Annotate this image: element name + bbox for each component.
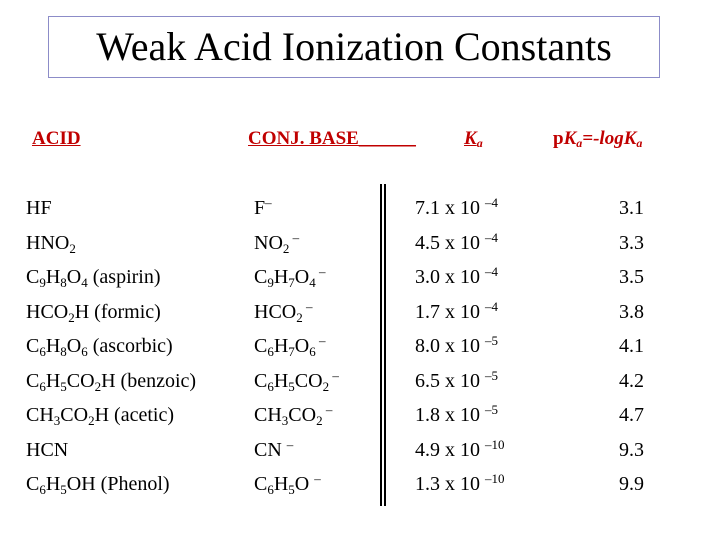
- conjugate-base-formula: $C_6H_5CO_2$ –: [254, 367, 339, 394]
- pka-value: 3.1: [619, 197, 644, 219]
- ka-value: 4.5 x 10 $^{-4}$: [415, 229, 498, 254]
- conjugate-base-formula: $C_9H_7O_4$ –: [254, 264, 326, 290]
- ka-value: 3.0 x 10 $^{-4}$: [415, 264, 498, 288]
- pka-value: 3.5: [619, 266, 644, 288]
- acid-formula: $CH_3CO_2H$ (acetic): [26, 404, 174, 428]
- acid-formula: $HNO_2$: [26, 231, 76, 256]
- conjugate-base-formula: $C_6H_5O$ –: [254, 471, 321, 497]
- table-row: [0, 333, 720, 367]
- pka-value: 4.2: [619, 369, 644, 392]
- header-pka: $pK_a=-\log K_a$: [553, 128, 643, 150]
- acid-formula: $HCO_2H$ (formic): [26, 300, 161, 325]
- conjugate-base-formula: $CH_3CO_2$ –: [254, 402, 333, 428]
- ka-value: 7.1 x 10 $^{-4}$: [415, 195, 498, 219]
- table-row: [0, 195, 720, 229]
- ka-value: 1.7 x 10 $^{-4}$: [415, 298, 498, 323]
- ka-value: 4.9 x 10 $^{-10}$: [415, 436, 505, 461]
- pka-value: 9.3: [619, 438, 644, 461]
- ka-value: 1.8 x 10 $^{-5}$: [415, 402, 498, 426]
- table-row: [0, 368, 720, 402]
- title-box: [48, 16, 660, 78]
- pka-value: 9.9: [619, 473, 644, 495]
- table-row: [0, 299, 720, 333]
- table-row: [0, 402, 720, 436]
- conjugate-base-formula: $C_6H_7O_6$ –: [254, 333, 326, 359]
- acid-formula: $C_9H_8O_4$ (aspirin): [26, 266, 161, 290]
- pka-value: 4.7: [619, 404, 644, 426]
- pka-value: 3.3: [619, 231, 644, 254]
- conjugate-base-formula: F–: [254, 195, 272, 219]
- acid-formula: $C_6H_8O_6$ (ascorbic): [26, 335, 173, 359]
- conjugate-base-formula: $HCO_2$ –: [254, 298, 313, 325]
- conjugate-base-formula: CN –: [254, 436, 294, 461]
- table-row: [0, 230, 720, 264]
- header-conj-base: CONJ. BASE______: [248, 128, 416, 149]
- ka-value: 6.5 x 10 $^{-5}$: [415, 367, 498, 392]
- page-title: Weak Acid Ionization Constants: [96, 24, 612, 69]
- pka-value: 4.1: [619, 335, 644, 357]
- acid-formula: HCN: [26, 438, 69, 461]
- acid-formula: HF: [26, 197, 52, 219]
- conjugate-base-formula: $NO_2$ –: [254, 229, 300, 256]
- header-acid: ACID: [32, 128, 81, 149]
- header-ka: $K_a$: [464, 128, 483, 150]
- pka-value: 3.8: [619, 300, 644, 323]
- acid-formula: $C_6H_5OH$ (Phenol): [26, 473, 170, 497]
- table-row: [0, 471, 720, 505]
- table-row: [0, 437, 720, 471]
- table-row: [0, 264, 720, 298]
- acid-formula: $C_6H_5CO_2H$ (benzoic): [26, 369, 197, 394]
- ka-value: 8.0 x 10 $^{-5}$: [415, 333, 498, 357]
- ka-value: 1.3 x 10 $^{-10}$: [415, 471, 505, 495]
